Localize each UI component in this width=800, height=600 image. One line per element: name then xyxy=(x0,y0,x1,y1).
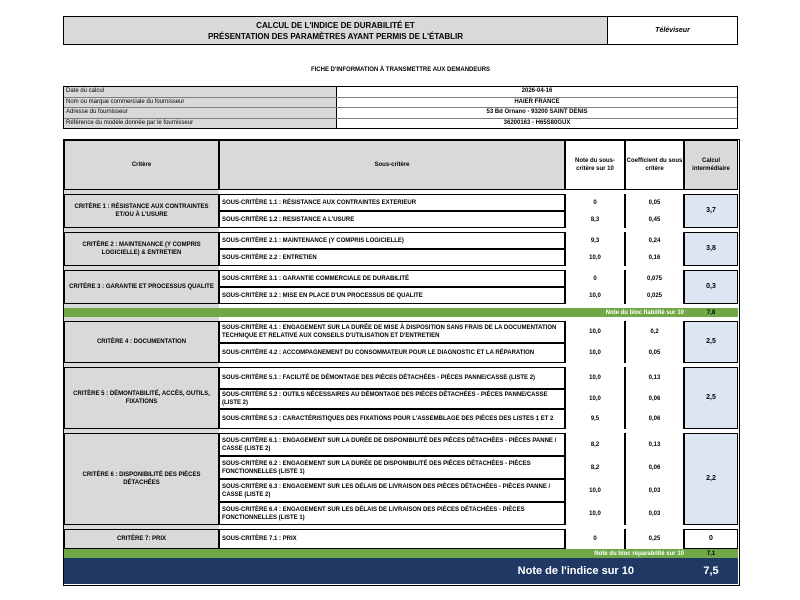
info-row xyxy=(64,98,737,109)
criterion-label: CRITÈRE 3 : GARANTIE ET PROCESSUS QUALITE xyxy=(64,270,219,304)
info-label: Nom ou marque commerciale du fournisseur xyxy=(64,98,337,108)
criterion-label: CRITÈRE 7: PRIX xyxy=(64,529,219,549)
intermediate-calc: 3,8 xyxy=(684,232,738,266)
info-table xyxy=(63,86,738,129)
info-label: Adresse du fournisseur xyxy=(64,108,337,118)
info-label: Référence du modèle donnée par le fournisseur xyxy=(64,119,337,129)
bloc-reparabilite-label: Note du bloc réparabilité sur 10 xyxy=(64,549,684,558)
sub-criterion-coef: 0,075 xyxy=(625,270,684,287)
info-value: 2026-04-16 xyxy=(521,88,553,94)
sub-criterion-note: 0 xyxy=(565,270,625,287)
bloc-reparabilite-value: 7,1 xyxy=(684,549,738,558)
sub-criterion-coef: 0,03 xyxy=(625,502,684,525)
sub-criterion-note: 10,0 xyxy=(565,502,625,525)
sub-criterion-label: SOUS-CRITÈRE 5.3 : CARACTÉRISTIQUES DES FIXATIONS POUR L'ASSEMBLAGE DES PIÈCES DES LISTES 1 ET 2 xyxy=(219,409,565,429)
sub-criterion-note: 9,3 xyxy=(565,232,625,249)
criterion-label: CRITÈRE 4 : DOCUMENTATION xyxy=(64,321,219,363)
sub-criterion-label: SOUS-CRITÈRE 5.2 : OUTILS NÉCESSAIRES AU DÉMONTAGE DES PIÈCES DÉTACHÉES - PIÈCES PANNE/CASSE (LISTE 2) xyxy=(219,389,565,409)
sub-criterion-note: 0 xyxy=(565,529,625,549)
sub-criterion-label: SOUS-CRITÈRE 3.2 : MISE EN PLACE D'UN PROCESSUS DE QUALITE xyxy=(219,287,565,304)
info-row xyxy=(64,119,737,129)
info-value: HAIER FRANCE xyxy=(514,98,560,105)
sub-criterion-label: SOUS-CRITÈRE 4.2 : ACCOMPAGNEMENT DU CONSOMMATEUR POUR LE DIAGNOSTIC ET LA RÉPARATION xyxy=(219,343,565,363)
sub-criterion-coef: 0,05 xyxy=(625,343,684,363)
intermediate-calc: 2,5 xyxy=(684,321,738,363)
criterion-label: CRITÈRE 6 : DISPONIBILITÉ DES PIÈCES DÉTACHÉES xyxy=(64,433,219,525)
sub-criterion-coef: 0,05 xyxy=(625,194,684,211)
col-header-coef: Coefficient du sous critère xyxy=(625,140,684,190)
sub-criterion-label: SOUS-CRITÈRE 2.2 : ENTRETIEN xyxy=(219,249,565,266)
col-header-calcul: Calcul intermédiaire xyxy=(684,140,738,190)
sub-criterion-coef: 0,45 xyxy=(625,211,684,228)
sub-criterion-note: 0 xyxy=(565,194,625,211)
sub-criterion-label: SOUS-CRITÈRE 4.1 : ENGAGEMENT SUR LA DURÉE DE MISE À DISPOSITION SANS FRAIS DE LA DOCUMENTATION TECHNIQUE ET RELATIVE AUX CONSEILS D'UTILISATION ET D'ENTRETIEN xyxy=(219,321,565,343)
sub-criterion-note: 8,3 xyxy=(565,211,625,228)
sub-criterion-coef: 0,06 xyxy=(625,456,684,479)
sub-criterion-label: SOUS-CRITÈRE 6.3 : ENGAGEMENT SUR LES DÉLAIS DE LIVRAISON DES PIÈCES DÉTACHÉES - PIÈCES PANNE / CASSE (LISTE 2) xyxy=(219,479,565,502)
sub-criterion-label: SOUS-CRITÈRE 2.1 : MAINTENANCE (Y COMPRIS LOGICIELLE) xyxy=(219,232,565,249)
col-header-critere: Critère xyxy=(64,140,219,190)
info-row xyxy=(64,108,737,119)
sub-criterion-label: SOUS-CRITÈRE 6.4 : ENGAGEMENT SUR LES DÉLAIS DE LIVRAISON DES PIÈCES DÉTACHÉES - PIÈCES FONCTIONNELLES (LISTE 1) xyxy=(219,502,565,525)
sub-criterion-coef: 0,2 xyxy=(625,321,684,343)
intermediate-calc: 0 xyxy=(684,529,738,549)
criterion-label: CRITÈRE 2 : MAINTENANCE (Y COMPRIS LOGICIELLE) & ENTRETIEN xyxy=(64,232,219,266)
header-title-line2: PRÉSENTATION DES PARAMÈTRES AYANT PERMIS DE L'ÉTABLIR xyxy=(207,31,464,41)
info-label: Date du calcul xyxy=(64,87,337,97)
intermediate-calc: 3,7 xyxy=(684,194,738,228)
header-box xyxy=(63,16,738,45)
bloc-fiabilite-value: 7,8 xyxy=(684,308,738,317)
product-category: Téléviseur xyxy=(655,27,690,34)
header-title-line1: CALCUL DE L'INDICE DE DURABILITÉ ET xyxy=(256,20,415,30)
bloc-fiabilite-label: Note du bloc fiabilité sur 10 xyxy=(64,308,684,317)
sub-criterion-note: 8,2 xyxy=(565,456,625,479)
intermediate-calc: 2,5 xyxy=(684,367,738,429)
sub-criterion-note: 8,2 xyxy=(565,433,625,456)
sub-criterion-note: 10,0 xyxy=(565,479,625,502)
sub-criterion-coef: 0,24 xyxy=(625,232,684,249)
sub-criterion-label: SOUS-CRITÈRE 5.1 : FACILITÉ DE DÉMONTAGE DES PIÈCES DÉTACHÉES - PIÈCES PANNE/CASSE (LISTE 2) xyxy=(219,367,565,389)
sub-criterion-label: SOUS-CRITÈRE 1.1 : RÉSISTANCE AUX CONTRAINTES EXTERIEUR xyxy=(219,194,565,211)
sub-criterion-note: 10,0 xyxy=(565,389,625,409)
criterion-label: CRITÈRE 5 : DÉMONTABILITÉ, ACCÈS, OUTILS, FIXATIONS xyxy=(64,367,219,429)
sub-criterion-label: SOUS-CRITÈRE 6.1 : ENGAGEMENT SUR LA DURÉE DE DISPONIBILITÉ DES PIÈCES DÉTACHÉES - PIÈCES PANNE / CASSE (LISTE 2) xyxy=(219,433,565,456)
sub-criterion-note: 10,0 xyxy=(565,343,625,363)
header-title xyxy=(64,17,608,44)
intermediate-calc: 2,2 xyxy=(684,433,738,525)
intermediate-calc: 0,3 xyxy=(684,270,738,304)
info-value: 36200163 - H65S80GUX xyxy=(503,119,571,126)
sub-criterion-label: SOUS-CRITÈRE 3.1 : GARANTIE COMMERCIALE DE DURABILITÉ xyxy=(219,270,565,287)
total-index-value: 7,5 xyxy=(684,558,738,584)
sub-criterion-coef: 0,06 xyxy=(625,389,684,409)
info-row xyxy=(64,87,737,98)
sheet-title: FICHE D'INFORMATION À TRANSMETTRE AUX DEMANDEURS xyxy=(310,67,491,73)
sub-criterion-note: 9,5 xyxy=(565,409,625,429)
sub-criterion-coef: 0,06 xyxy=(625,409,684,429)
col-header-note: Note du sous-critère sur 10 xyxy=(565,140,625,190)
sub-criterion-coef: 0,03 xyxy=(625,479,684,502)
sub-criterion-label: SOUS-CRITÈRE 7.1 : PRIX xyxy=(219,529,565,549)
sub-criterion-coef: 0,025 xyxy=(625,287,684,304)
info-value: 53 Bd Ornano - 93200 SAINT DENIS xyxy=(486,109,588,115)
sub-criterion-note: 10,0 xyxy=(565,367,625,389)
total-index-label: Note de l'indice sur 10 xyxy=(64,558,684,584)
sub-criterion-label: SOUS-CRITÈRE 6.2 : ENGAGEMENT SUR LA DURÉE DE DISPONIBILITÉ DES PIÈCES DÉTACHÉES - PIÈCES FONCTIONNELLES (LISTE 1) xyxy=(219,456,565,479)
criteria-table xyxy=(63,139,740,586)
sub-criterion-label: SOUS-CRITÈRE 1.2 : RESISTANCE A L'USURE xyxy=(219,211,565,228)
sub-criterion-coef: 0,16 xyxy=(625,249,684,266)
sub-criterion-coef: 0,13 xyxy=(625,433,684,456)
sub-criterion-note: 10,0 xyxy=(565,249,625,266)
col-header-sous-critere: Sous-critère xyxy=(219,140,565,190)
sub-criterion-note: 10,0 xyxy=(565,287,625,304)
sub-criterion-note: 10,0 xyxy=(565,321,625,343)
sub-criterion-coef: 0,25 xyxy=(625,529,684,549)
criterion-label: CRITÈRE 1 : RÉSISTANCE AUX CONTRAINTES ET/OU À L'USURE xyxy=(64,194,219,228)
sub-criterion-coef: 0,13 xyxy=(625,367,684,389)
